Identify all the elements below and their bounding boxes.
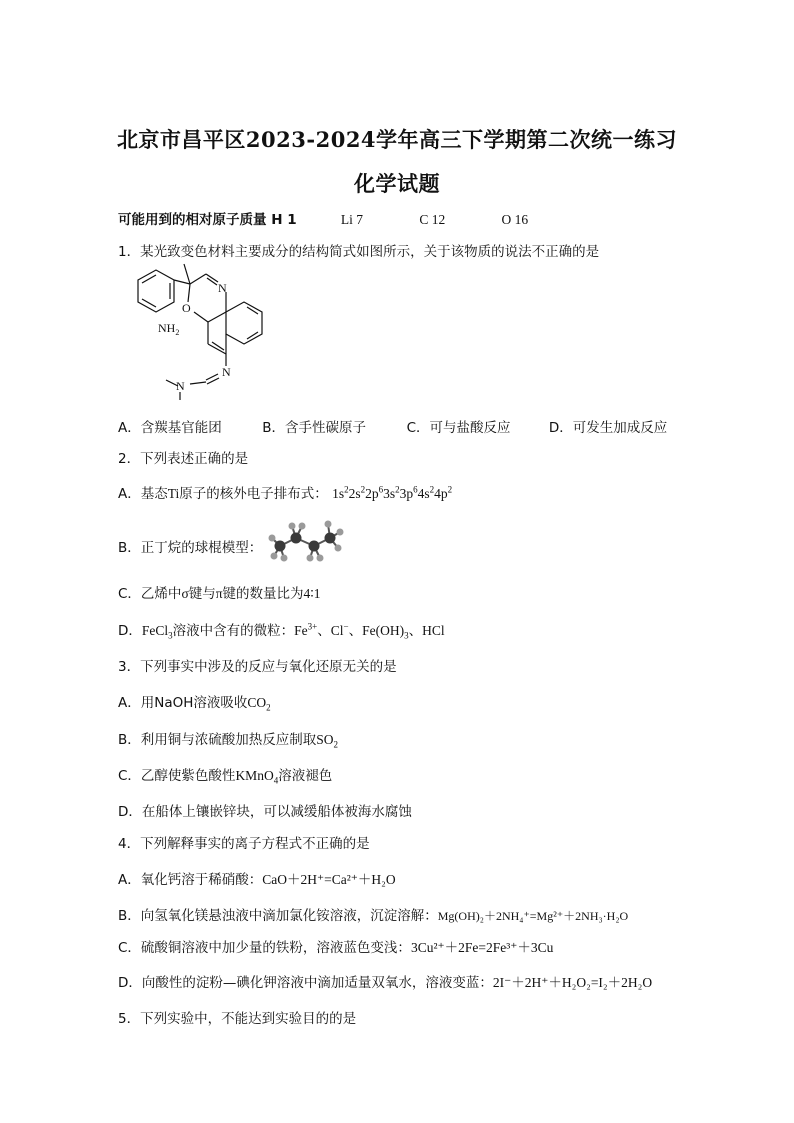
- q4-stem: 4．下列解释事实的离子方程式不正确的是: [118, 836, 370, 852]
- orbital-term: $3p^6$: [399, 484, 418, 501]
- orbital-term: $4p^2$: [434, 484, 453, 501]
- atomic-mass-li: Li 7: [340, 212, 364, 227]
- orbital-term: $2s^2$: [348, 484, 366, 501]
- q1-option-a: A．含羰基官能团: [118, 420, 222, 436]
- q1-option-b: B．含手性碳原子: [262, 420, 367, 436]
- q2-stem: 2．下列表述正确的是: [118, 451, 249, 467]
- q3-option-b: B．利用铜与浓硫酸加热反应制取$SO_2$: [118, 732, 339, 750]
- label-nh2: $NH_2$: [158, 321, 180, 337]
- label-o-ring: O: [182, 301, 191, 315]
- label-n-imine: N: [222, 365, 231, 379]
- atomic-mass-o: O 16: [501, 212, 529, 227]
- q5-stem: 5．下列实验中，不能达到实验目的的是: [118, 1011, 357, 1027]
- q4-option-a: A．氧化钙溶于稀硝酸：CaO＋2H⁺=Ca²⁺＋H₂O: [118, 872, 396, 888]
- atomic-mass-line: [118, 208, 528, 228]
- q3-option-d: D．在船体上镶嵌锌块，可以减缓船体被海水腐蚀: [118, 804, 412, 820]
- exam-subtitle: 化学试题: [354, 171, 440, 196]
- q2-option-d: D．FeCl$_3$溶液中含有的微粒：$Fe^{3+}$、Cl−、$Fe(OH)_3$、HCl: [118, 621, 445, 641]
- q4-option-d: D．向酸性的淀粉—碘化钾溶液中滴加适量双氧水，溶液变蓝：2I⁻＋2H⁺＋H₂O₂=I₂＋2H₂O: [118, 975, 653, 991]
- atomic-mass-c: C 12: [419, 212, 446, 227]
- q3-option-a: A．用NaOH溶液吸收$CO_2$: [118, 695, 271, 713]
- orbital-term: $1s^2$: [332, 484, 349, 501]
- orbital-term: $4s^2$: [417, 484, 435, 501]
- q4-option-b: B．向氢氧化镁悬浊液中滴加氯化铵溶液，沉淀溶解：Mg(OH)₂＋2NH₄⁺=Mg²⁺＋2NH₃·H₂O: [118, 908, 629, 924]
- orbital-term: $2p^6$: [365, 484, 384, 501]
- q2-option-c: C．乙烯中σ键与π键的数量比为4∶1: [118, 586, 321, 602]
- q2-option-a: A．基态Ti原子的核外电子排布式： $1s^22s^22p^63s^23p^64s^24p^2$: [118, 484, 453, 502]
- q1-structure-figure: [118, 262, 288, 402]
- q1-option-d: D．可发生加成反应: [548, 420, 668, 436]
- q1-options: [118, 416, 667, 436]
- atomic-mass-label: 可能用到的相对原子质量 H 1: [118, 212, 297, 228]
- q3-option-c: C．乙醇使紫色酸性KMnO$_4$溶液褪色: [118, 768, 333, 786]
- label-n-ring: N: [218, 281, 227, 295]
- q2-option-b: B．正丁烷的球棍模型：: [118, 540, 263, 556]
- q4-option-c: C．硫酸铜溶液中加少量的铁粉，溶液蓝色变浅：3Cu²⁺＋2Fe=2Fe³⁺＋3Cu: [118, 940, 554, 956]
- q1-option-c: C．可与盐酸反应: [406, 420, 511, 436]
- orbital-term: $3s^2$: [383, 484, 400, 501]
- label-n-amine: N: [176, 379, 185, 393]
- q1-stem: 1．某光致变色材料主要成分的结构简式如图所示，关于该物质的说法不正确的是: [118, 244, 600, 260]
- exam-title: 北京市昌平区2023-2024学年高三下学期第二次统一练习: [116, 127, 678, 152]
- butane-ball-stick-model: [268, 518, 348, 564]
- q3-stem: 3．下列事实中涉及的反应与氧化还原无关的是: [118, 659, 397, 675]
- electron-config: [332, 486, 452, 501]
